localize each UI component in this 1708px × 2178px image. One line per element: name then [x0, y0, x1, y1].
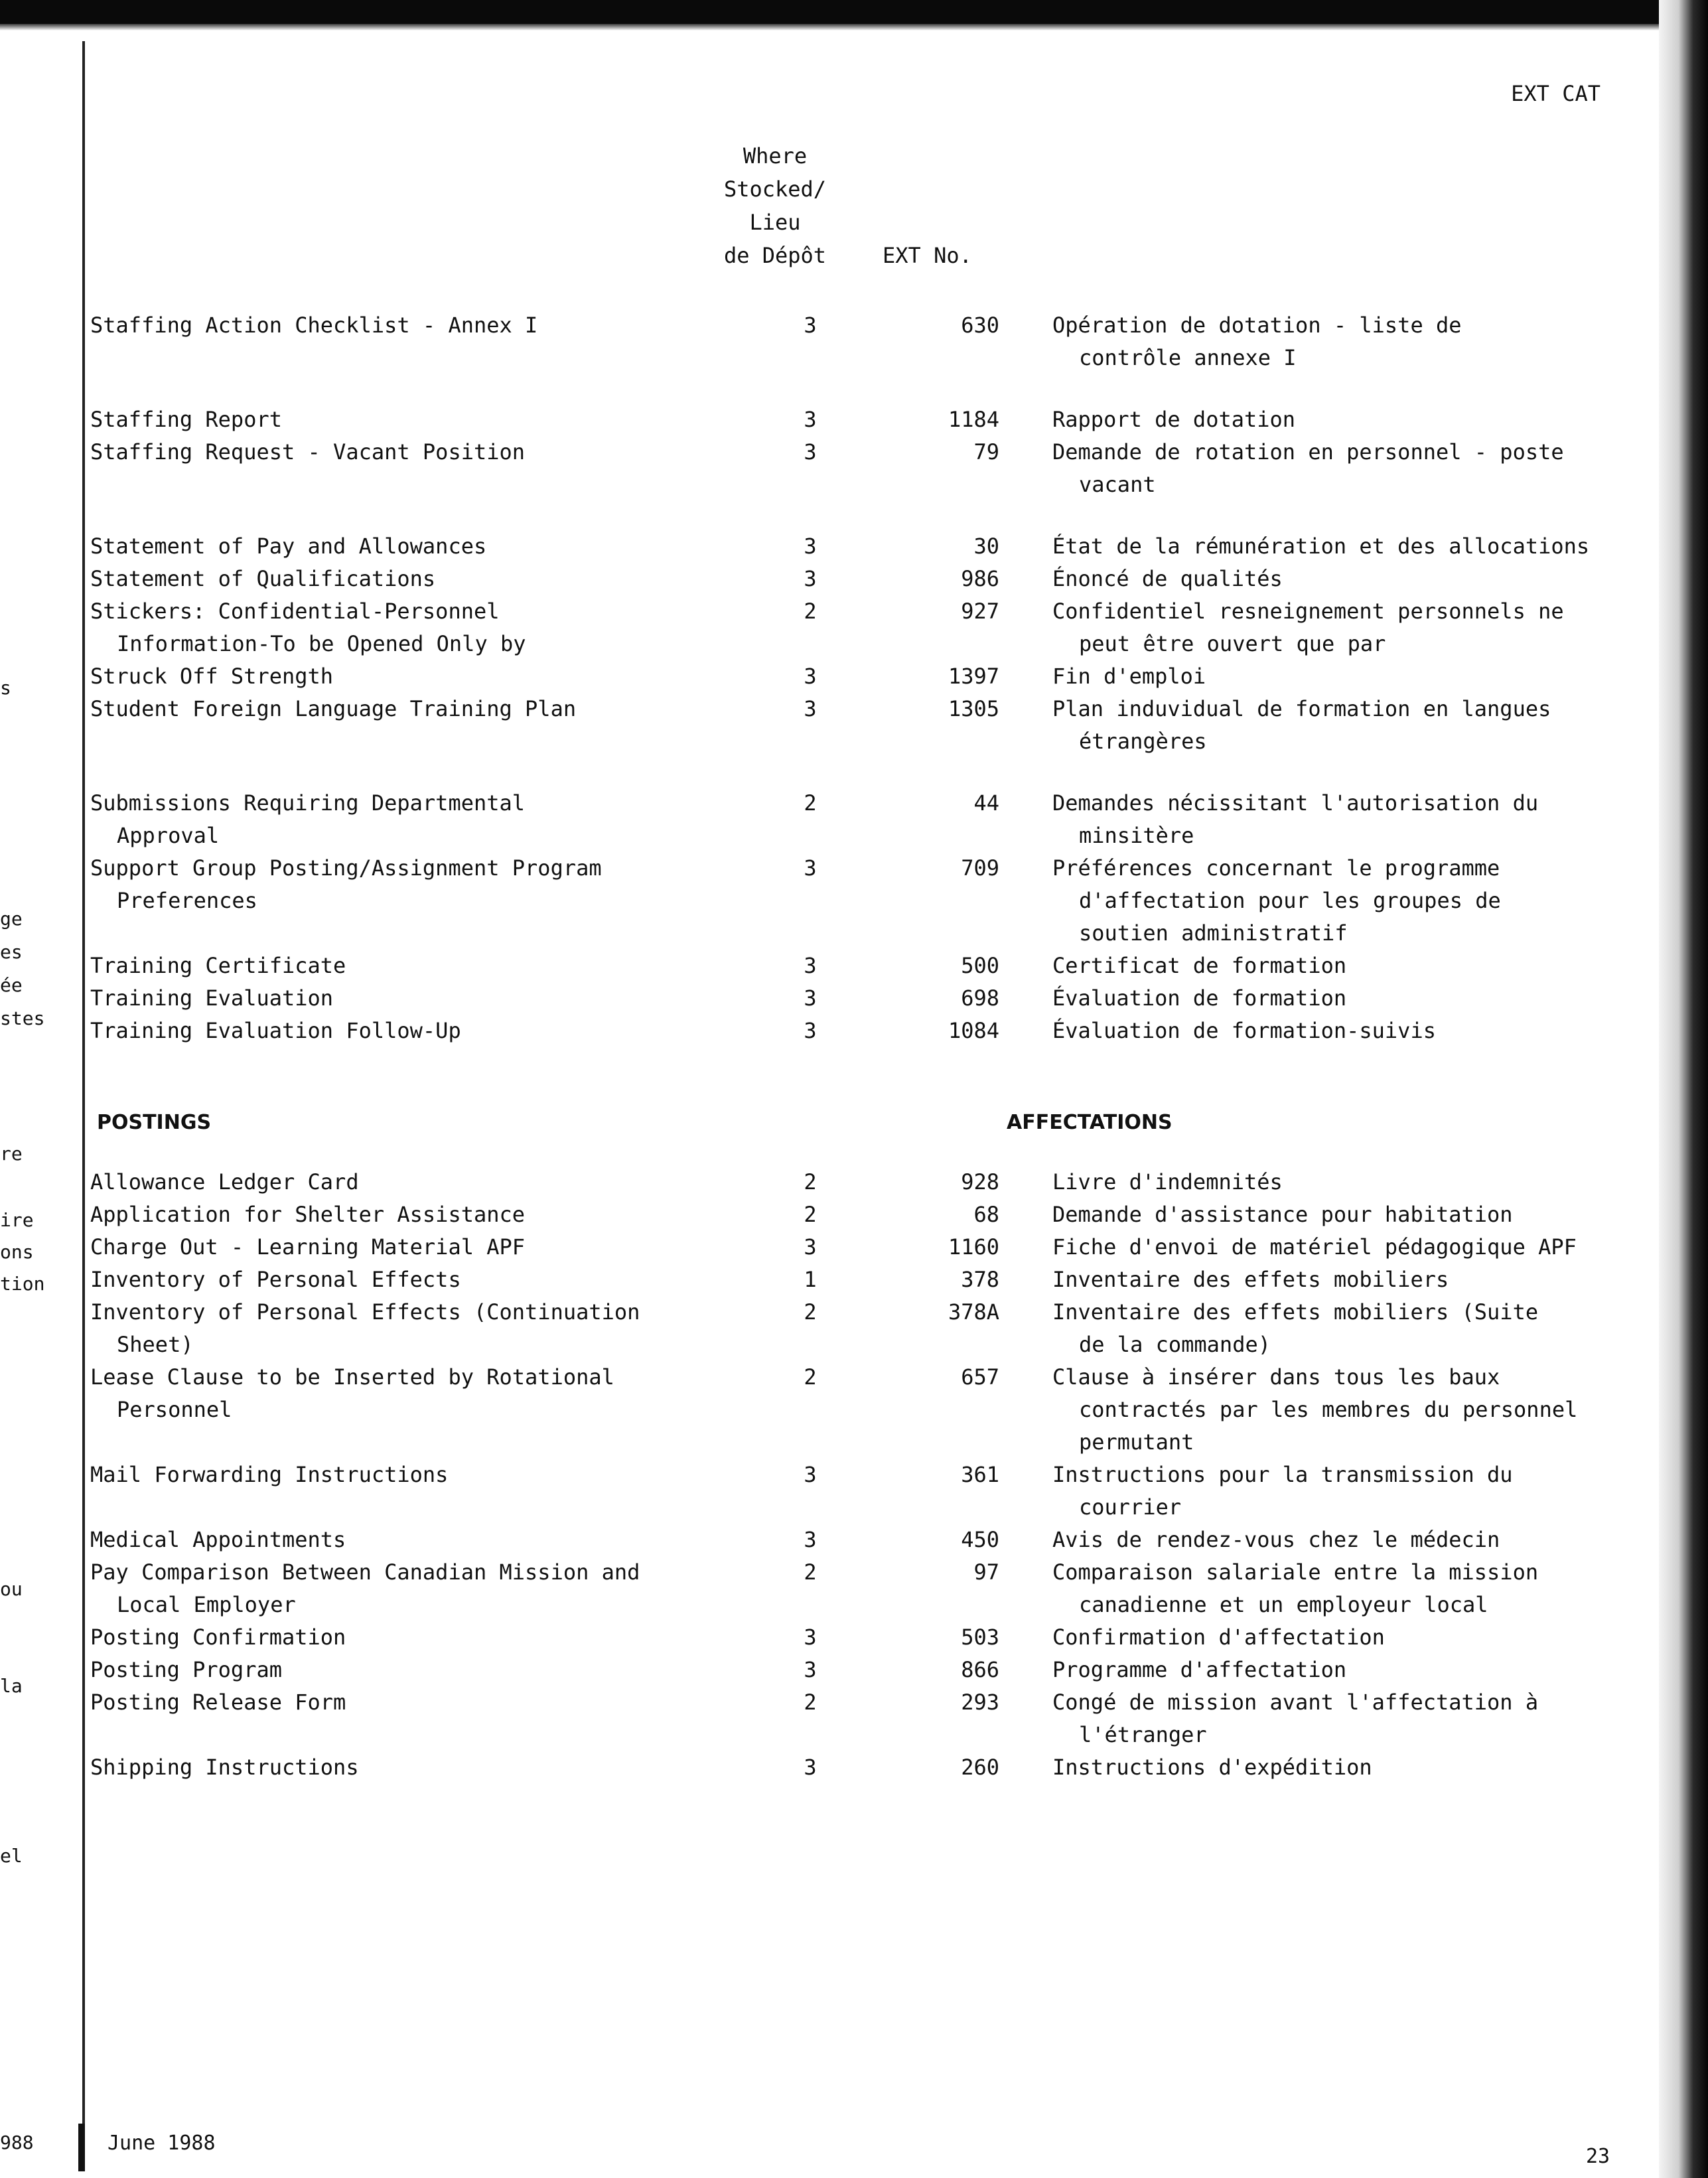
where-stocked-code: 2	[804, 1364, 817, 1390]
ext-number: 709	[961, 855, 999, 881]
facing-page-text-fragment: ge	[0, 908, 23, 930]
section-heading-french: AFFECTATIONS	[1007, 1111, 1173, 1134]
page-binding-line	[82, 41, 85, 2171]
where-stocked-code: 3	[804, 855, 817, 881]
ext-number: 378A	[948, 1299, 999, 1325]
ext-number: 630	[961, 313, 999, 338]
table-row	[90, 1166, 1636, 1198]
form-title-english: Posting Confirmation	[90, 1625, 346, 1650]
ext-number: 97	[973, 1560, 999, 1585]
table-row	[90, 950, 1636, 982]
ext-number: 657	[961, 1364, 999, 1390]
form-title-english: Statement of Pay and Allowances	[90, 534, 487, 559]
table-row	[90, 1231, 1636, 1264]
where-stocked-code: 3	[804, 407, 817, 432]
form-title-english: Lease Clause to be Inserted by Rotational Personnel	[90, 1364, 614, 1422]
facing-page-text-fragment: el	[0, 1845, 23, 1867]
table-row	[90, 436, 1636, 501]
form-title-french: Préférences concernant le programme d'affectation pour les groupes de soutien administratif	[1052, 855, 1501, 946]
ext-number: 866	[961, 1657, 999, 1682]
where-stocked-code: 3	[804, 1527, 817, 1552]
ext-number: 500	[961, 953, 999, 978]
form-title-french: Demande d'assistance pour habitation	[1052, 1202, 1513, 1227]
where-stocked-code: 3	[804, 1625, 817, 1650]
form-title-french: Comparaison salariale entre la mission canadienne et un employeur local	[1052, 1560, 1539, 1617]
form-title-french: Opération de dotation - liste de contrôle annexe I	[1052, 313, 1462, 370]
where-stocked-code: 2	[804, 1169, 817, 1195]
form-title-english: Staffing Request - Vacant Position	[90, 439, 526, 465]
where-stocked-code: 3	[804, 664, 817, 689]
table-row	[90, 595, 1636, 660]
facing-page-text-fragment: ée	[0, 974, 23, 996]
form-title-french: Instructions pour la transmission du courrier	[1052, 1462, 1513, 1520]
where-stocked-code: 3	[804, 1018, 817, 1043]
ext-number: 260	[961, 1755, 999, 1780]
where-stocked-code: 2	[804, 599, 817, 624]
form-title-french: Plan induvidual de formation en langues étrangères	[1052, 696, 1551, 754]
where-stocked-code: 3	[804, 439, 817, 465]
table-row	[90, 530, 1636, 563]
form-title-french: Demande de rotation en personnel - poste vacant	[1052, 439, 1564, 497]
form-title-english: Medical Appointments	[90, 1527, 346, 1552]
ext-number: 361	[961, 1462, 999, 1487]
form-title-french: Livre d'indemnités	[1052, 1169, 1283, 1195]
form-title-french: Clause à insérer dans tous les baux contractés par les membres du personnel permutant	[1052, 1364, 1578, 1455]
table-row	[90, 403, 1636, 436]
form-title-french: Inventaire des effets mobiliers (Suite de la commande)	[1052, 1299, 1539, 1357]
table-row	[90, 1459, 1636, 1524]
where-stocked-code: 2	[804, 1202, 817, 1227]
form-title-french: État de la rémunération et des allocations	[1052, 534, 1590, 559]
where-stocked-code: 2	[804, 1560, 817, 1585]
where-stocked-code: 1	[804, 1267, 817, 1292]
ext-number: 44	[973, 790, 999, 816]
section-heading-row	[90, 1111, 1636, 1134]
form-title-english: Support Group Posting/Assignment Program Preferences	[90, 855, 602, 913]
scan-top-band	[0, 0, 1708, 24]
form-title-english: Inventory of Personal Effects (Continuation Sheet)	[90, 1299, 640, 1357]
table-row	[90, 309, 1636, 374]
facing-page-text-fragment: la	[0, 1675, 23, 1697]
where-stocked-code: 3	[804, 1755, 817, 1780]
column-header-ext-no: EXT No.	[883, 243, 972, 268]
form-title-english: Statement of Qualifications	[90, 566, 436, 591]
form-title-french: Congé de mission avant l'affectation à l'étranger	[1052, 1690, 1539, 1747]
ext-number: 30	[973, 534, 999, 559]
page-binding-foot	[78, 2124, 85, 2171]
ext-number: 928	[961, 1169, 999, 1195]
table-row	[90, 660, 1636, 693]
form-title-french: Certificat de formation	[1052, 953, 1347, 978]
table-row	[90, 982, 1636, 1015]
form-title-french: Évaluation de formation	[1052, 985, 1347, 1011]
form-title-english: Training Evaluation	[90, 985, 334, 1011]
form-title-english: Training Evaluation Follow-Up	[90, 1018, 461, 1043]
where-stocked-code: 3	[804, 1462, 817, 1487]
form-title-french: Confidentiel resneignement personnels ne peut être ouvert que par	[1052, 599, 1564, 656]
ext-number: 503	[961, 1625, 999, 1650]
form-title-english: Shipping Instructions	[90, 1755, 359, 1780]
table-row	[90, 693, 1636, 758]
form-title-english: Posting Program	[90, 1657, 282, 1682]
form-title-french: Avis de rendez-vous chez le médecin	[1052, 1527, 1500, 1552]
ext-number: 1184	[948, 407, 999, 432]
footer-date: June 1988	[107, 2132, 216, 2155]
form-title-french: Énoncé de qualités	[1052, 566, 1283, 591]
ext-number: 79	[973, 439, 999, 465]
form-title-french: Évaluation de formation-suivis	[1052, 1018, 1436, 1043]
where-stocked-code: 3	[804, 985, 817, 1011]
form-title-french: Instructions d'expédition	[1052, 1755, 1372, 1780]
catalogue-code: EXT CAT	[1511, 81, 1601, 106]
where-stocked-code: 2	[804, 1299, 817, 1325]
where-stocked-code: 3	[804, 696, 817, 721]
where-stocked-code: 3	[804, 953, 817, 978]
ext-number: 68	[973, 1202, 999, 1227]
table-row	[90, 852, 1636, 950]
page-number: 23	[1586, 2145, 1610, 2168]
table-row	[90, 1524, 1636, 1556]
form-title-english: Allowance Ledger Card	[90, 1169, 359, 1195]
forms-table	[90, 309, 1636, 1784]
facing-page-text-fragment: es	[0, 941, 23, 963]
table-row	[90, 1654, 1636, 1686]
facing-page-text-fragment: 988	[0, 2132, 34, 2153]
ext-number: 450	[961, 1527, 999, 1552]
form-title-english: Student Foreign Language Training Plan	[90, 696, 577, 721]
facing-page-text-fragment: ons	[0, 1241, 34, 1263]
form-title-english: Pay Comparison Between Canadian Mission and Local Employer	[90, 1560, 640, 1617]
table-row	[90, 1361, 1636, 1459]
form-title-english: Struck Off Strength	[90, 664, 334, 689]
where-stocked-code: 2	[804, 790, 817, 816]
table-row	[90, 1686, 1636, 1751]
where-stocked-code: 3	[804, 534, 817, 559]
facing-page-text-fragment: s	[0, 677, 11, 699]
ext-number: 986	[961, 566, 999, 591]
table-row	[90, 1015, 1636, 1047]
ext-number: 1084	[948, 1018, 999, 1043]
table-row	[90, 1198, 1636, 1231]
form-title-english: Mail Forwarding Instructions	[90, 1462, 449, 1487]
form-title-english: Training Certificate	[90, 953, 346, 978]
table-row	[90, 1264, 1636, 1296]
form-title-english: Inventory of Personal Effects	[90, 1267, 461, 1292]
ext-number: 1397	[948, 664, 999, 689]
facing-page-text-fragment: re	[0, 1143, 23, 1165]
scan-right-edge	[1659, 0, 1708, 2178]
form-title-french: Rapport de dotation	[1052, 407, 1296, 432]
ext-number: 293	[961, 1690, 999, 1715]
where-stocked-code: 3	[804, 566, 817, 591]
form-title-english: Posting Release Form	[90, 1690, 346, 1715]
ext-number: 1305	[948, 696, 999, 721]
form-title-french: Fin d'emploi	[1052, 664, 1206, 689]
table-row	[90, 563, 1636, 595]
table-row	[90, 787, 1636, 852]
table-row	[90, 1556, 1636, 1621]
form-title-english: Charge Out - Learning Material APF	[90, 1234, 526, 1260]
where-stocked-code: 2	[804, 1690, 817, 1715]
table-row	[90, 1621, 1636, 1654]
where-stocked-code: 3	[804, 313, 817, 338]
ext-number: 378	[961, 1267, 999, 1292]
facing-page-text-fragment: ire	[0, 1209, 34, 1231]
form-title-french: Inventaire des effets mobiliers	[1052, 1267, 1449, 1292]
facing-page-text-fragment: stes	[0, 1007, 45, 1029]
form-title-french: Demandes nécissitant l'autorisation du minsitère	[1052, 790, 1539, 848]
form-title-french: Programme d'affectation	[1052, 1657, 1347, 1682]
section-heading-english: POSTINGS	[97, 1111, 212, 1134]
column-header-where-stocked: Where Stocked/ Lieu de Dépôt	[723, 143, 827, 268]
form-title-english: Stickers: Confidential-Personnel Information-To be Opened Only by	[90, 599, 526, 656]
facing-page-text-fragment: ou	[0, 1578, 23, 1600]
ext-number: 927	[961, 599, 999, 624]
where-stocked-code: 3	[804, 1657, 817, 1682]
form-title-english: Submissions Requiring Departmental Approval	[90, 790, 526, 848]
facing-page-text-fragment: tion	[0, 1273, 45, 1295]
form-title-french: Fiche d'envoi de matériel pédagogique APF	[1052, 1234, 1577, 1260]
form-title-french: Confirmation d'affectation	[1052, 1625, 1385, 1650]
table-row	[90, 1296, 1636, 1361]
ext-number: 698	[961, 985, 999, 1011]
scan-top-shadow	[0, 24, 1708, 31]
where-stocked-code: 3	[804, 1234, 817, 1260]
form-title-english: Application for Shelter Assistance	[90, 1202, 526, 1227]
table-row	[90, 1751, 1636, 1784]
form-title-english: Staffing Action Checklist - Annex I	[90, 313, 538, 338]
ext-number: 1160	[948, 1234, 999, 1260]
form-title-english: Staffing Report	[90, 407, 282, 432]
